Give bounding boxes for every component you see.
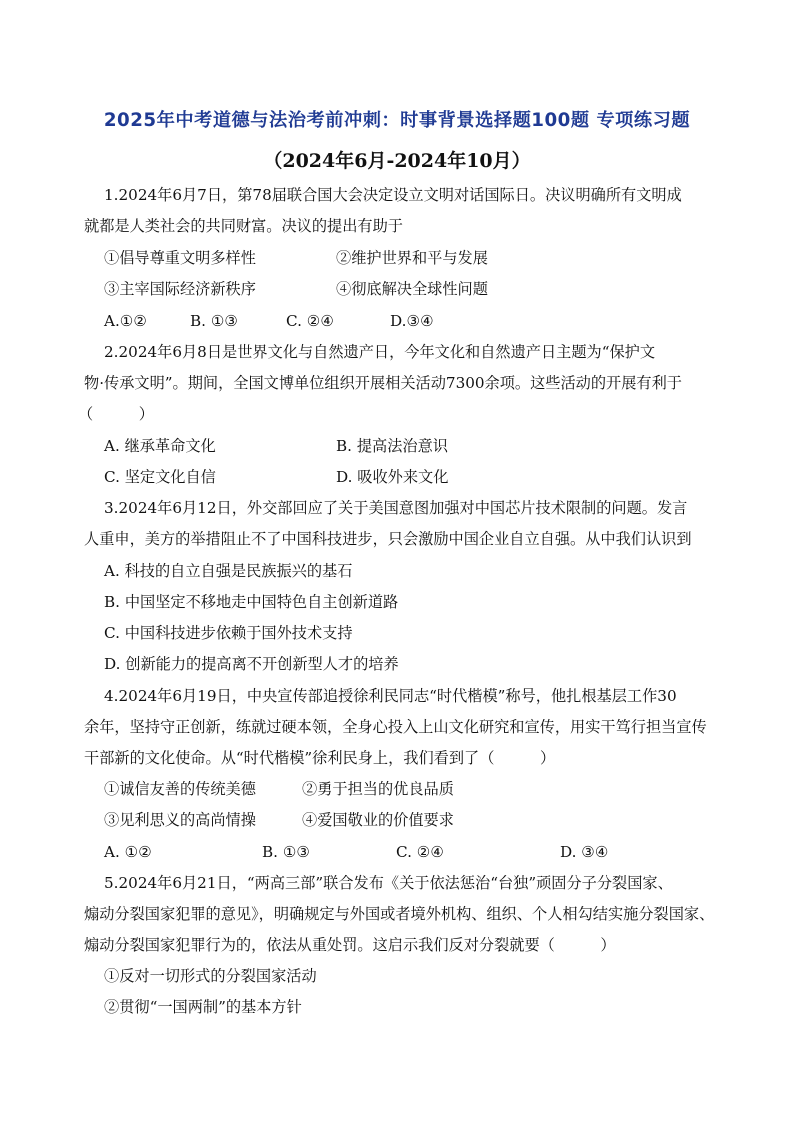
question-4-stem-line-3: 干部新的文化使命。从“时代楷模”徐利民身上，我们看到了（ ） xyxy=(84,749,556,767)
question-4-stem-line-2: 余年，坚持守正创新，练就过硬本领，全身心投入上山文化研究和宣传，用实干笃行担当宣传 xyxy=(84,718,707,736)
question-1-statement-4: ④彻底解决全球性问题 xyxy=(336,280,488,298)
question-3-option-a: A. 科技的自立自强是民族振兴的基石 xyxy=(104,562,353,580)
question-2-answer-bracket: （ ） xyxy=(78,405,154,423)
question-4-option-a: A. ①② xyxy=(104,843,152,861)
question-1-stem-line-1: 1.2024年6月7日，第78届联合国大会决定设立文明对话国际日。决议明确所有文明成 xyxy=(104,186,682,204)
question-5-statement-1: ①反对一切形式的分裂国家活动 xyxy=(104,967,317,985)
question-4-statement-4: ④爱国敬业的价值要求 xyxy=(302,811,454,829)
question-1-option-a: A.①② xyxy=(104,312,148,330)
question-1-stem-line-2: 就都是人类社会的共同财富。决议的提出有助于 xyxy=(84,217,403,235)
question-2-stem-line-2: 物·传承文明”。期间，全国文博单位组织开展相关活动7300余项。这些活动的开展有利于 xyxy=(84,374,682,392)
question-1-statement-1: ①倡导尊重文明多样性 xyxy=(104,249,256,267)
question-5-stem-line-2: 煽动分裂国家犯罪的意见》，明确规定与外国或者境外机构、组织、个人相勾结实施分裂国家、 xyxy=(84,905,715,923)
question-4-statement-2: ②勇于担当的优良品质 xyxy=(302,780,454,798)
question-4-option-b: B. ①③ xyxy=(262,843,311,861)
question-4-option-c: C. ②④ xyxy=(396,843,444,861)
question-2-option-d: D. 吸收外来文化 xyxy=(336,468,449,486)
question-3-option-c: C. 中国科技进步依赖于国外技术支持 xyxy=(104,624,353,642)
question-1-statement-2: ②维护世界和平与发展 xyxy=(336,249,488,267)
question-2-stem-line-1: 2.2024年6月8日是世界文化与自然遗产日，今年文化和自然遗产日主题为“保护文 xyxy=(104,343,656,361)
question-2-option-c: C. 坚定文化自信 xyxy=(104,468,216,486)
page-title: 2025年中考道德与法治考前冲刺：时事背景选择题100题 专项练习题 xyxy=(103,110,691,131)
question-1-option-c: C. ②④ xyxy=(286,312,334,330)
question-1-statement-3: ③主宰国际经济新秩序 xyxy=(104,280,256,298)
question-1-option-d: D.③④ xyxy=(390,312,434,330)
question-4-option-d: D. ③④ xyxy=(560,843,609,861)
question-5-statement-2: ②贯彻“一国两制”的基本方针 xyxy=(104,998,302,1016)
question-4-stem-line-1: 4.2024年6月19日，中央宣传部追授徐利民同志“时代楷模”称号，他扎根基层工作30 xyxy=(104,687,677,705)
question-5-stem-line-1: 5.2024年6月21日，“两高三部”联合发布《关于依法惩治“台独”顽固分子分裂国家、 xyxy=(104,874,673,892)
question-2-option-a: A. 继承革命文化 xyxy=(104,437,216,455)
question-3-stem-line-2: 人重申，美方的举措阻止不了中国科技进步，只会激励中国企业自立自强。从中我们认识到 xyxy=(84,530,692,548)
question-4-statement-1: ①诚信友善的传统美德 xyxy=(104,780,256,798)
page-subtitle: （2024年6月-2024年10月） xyxy=(263,150,531,172)
question-4-statement-3: ③见利思义的高尚情操 xyxy=(104,811,256,829)
question-5-stem-line-3: 煽动分裂国家犯罪行为的，依法从重处罚。这启示我们反对分裂就要（ ） xyxy=(84,936,616,954)
question-3-option-b: B. 中国坚定不移地走中国特色自主创新道路 xyxy=(104,593,399,611)
question-3-stem-line-1: 3.2024年6月12日，外交部回应了关于美国意图加强对中国芯片技术限制的问题。发言 xyxy=(104,499,688,517)
question-1-option-b: B. ①③ xyxy=(190,312,239,330)
question-2-option-b: B. 提高法治意识 xyxy=(336,437,448,455)
question-3-option-d: D. 创新能力的提高离不开创新型人才的培养 xyxy=(104,655,399,673)
